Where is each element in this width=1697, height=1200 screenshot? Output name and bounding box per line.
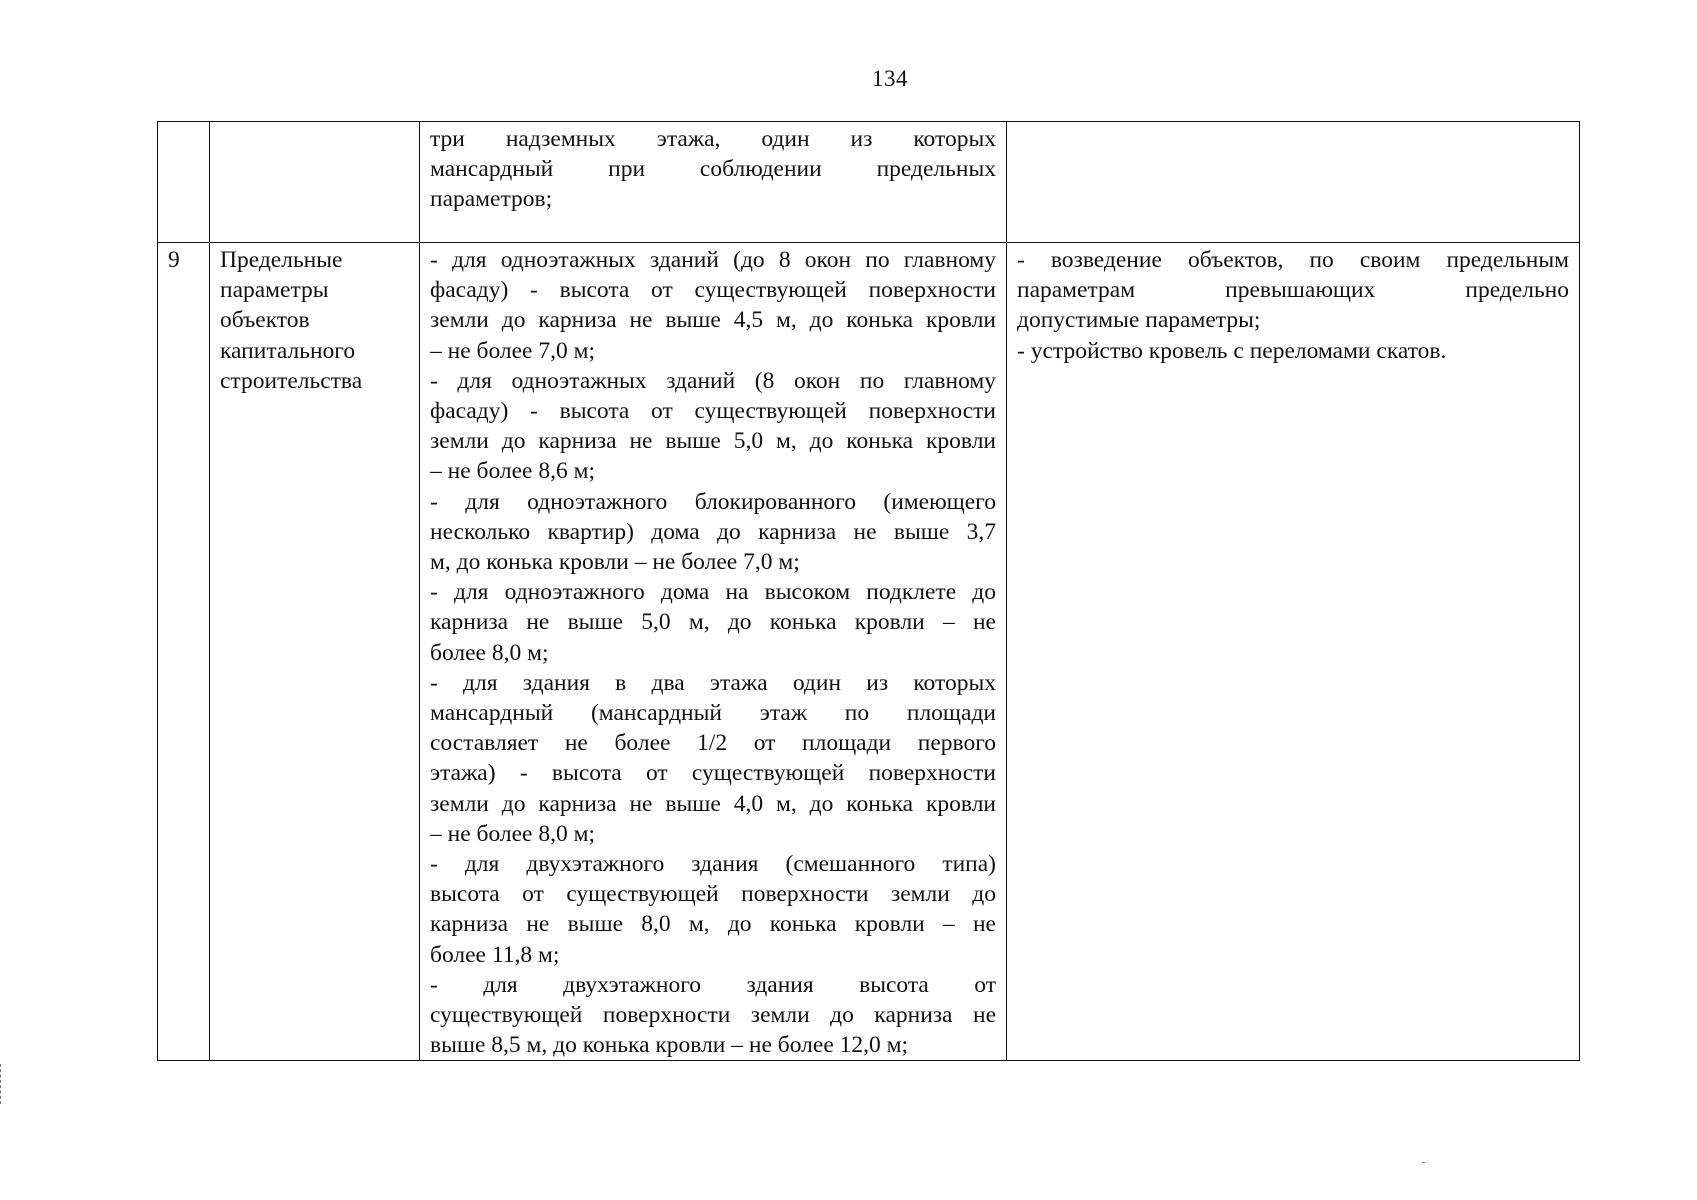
text-line: более 8,0 м;: [430, 639, 549, 666]
text-line: составляет не более 1/2 от площади первого: [430, 730, 996, 757]
text-line: фасаду) - высота от существующей поверхности: [430, 277, 996, 304]
text-line: земли до карниза не выше 5,0 м, до конька кровли: [430, 428, 996, 455]
text-line: - для двухэтажного здания (смешанного типа): [430, 851, 996, 878]
text-line: более 11,8 м;: [430, 941, 560, 968]
text-line: параметры: [220, 277, 329, 304]
text-line: высота от существующей поверхности земли до: [430, 881, 996, 908]
cell-forbidden: [1007, 122, 1580, 243]
text-line: существующей поверхности земли до карниза не: [430, 1002, 996, 1029]
cell-forbidden: [1007, 243, 1580, 1061]
text-line: фасаду) - высота от существующей поверхности: [430, 398, 996, 425]
text-line: капитального: [220, 337, 356, 364]
text-line: - для одноэтажного дома на высоком подклете до: [430, 579, 996, 606]
text-line: - для одноэтажных зданий (до 8 окон по главному: [430, 247, 996, 273]
text-line: - для одноэтажного блокированного (имеющего: [430, 488, 996, 515]
text-line: м, до конька кровли – не более 7,0 м;: [430, 549, 800, 576]
text-line: - возведение объектов, по своим предельным: [1017, 247, 1569, 273]
table-row-continuation: [158, 122, 1580, 243]
text-line: мансардный при соблюдении предельных: [430, 156, 996, 183]
cell-parameter-name: [210, 243, 420, 1061]
text-line: несколько квартир) дома до карниза не выше 3,7: [430, 518, 996, 545]
text-line: земли до карниза не выше 4,0 м, до конька кровли: [430, 790, 996, 817]
text-line: – не более 8,6 м;: [430, 458, 596, 485]
regulations-table: [157, 121, 1580, 1061]
text-line: - для одноэтажных зданий (8 окон по главному: [430, 367, 996, 394]
text-line: карниза не выше 8,0 м, до конька кровли – не: [430, 911, 996, 938]
text-line: допустимые параметры;: [1017, 307, 1261, 334]
scan-speck: [1422, 1162, 1425, 1163]
text-line: земли до карниза не выше 4,5 м, до конька кровли: [430, 307, 996, 334]
text-line: объектов: [220, 307, 310, 334]
cell-allowed: [420, 122, 1007, 243]
text-line: три надземных этажа, один из которых: [430, 126, 996, 152]
text-line: параметрам превышающих предельно: [1017, 277, 1569, 304]
cell-number: [158, 122, 210, 243]
cell-number: 9: [158, 243, 210, 1061]
text-line: – не более 7,0 м;: [430, 337, 596, 364]
text-line: строительства: [220, 367, 363, 394]
text-line: Предельные: [220, 247, 343, 273]
text-line: - устройство кровель с переломами скатов.: [1017, 337, 1447, 364]
cell-allowed: [420, 243, 1007, 1061]
table-row-9: [158, 243, 1580, 1061]
text-line: выше 8,5 м, до конька кровли – не более 12,0 м;: [430, 1032, 909, 1059]
text-line: мансардный (мансардный этаж по площади: [430, 700, 996, 727]
text-line: – не более 8,0 м;: [430, 820, 596, 847]
text-line: параметров;: [430, 186, 553, 213]
scan-edge-marks: [0, 1064, 9, 1104]
cell-parameter-name: [210, 122, 420, 243]
text-line: - для здания в два этажа один из которых: [430, 669, 996, 696]
text-line: карниза не выше 5,0 м, до конька кровли – не: [430, 609, 996, 636]
page-number: 134: [872, 66, 908, 91]
text-line: этажа) - высота от существующей поверхности: [430, 760, 996, 787]
text-line: - для двухэтажного здания высота от: [430, 971, 996, 998]
